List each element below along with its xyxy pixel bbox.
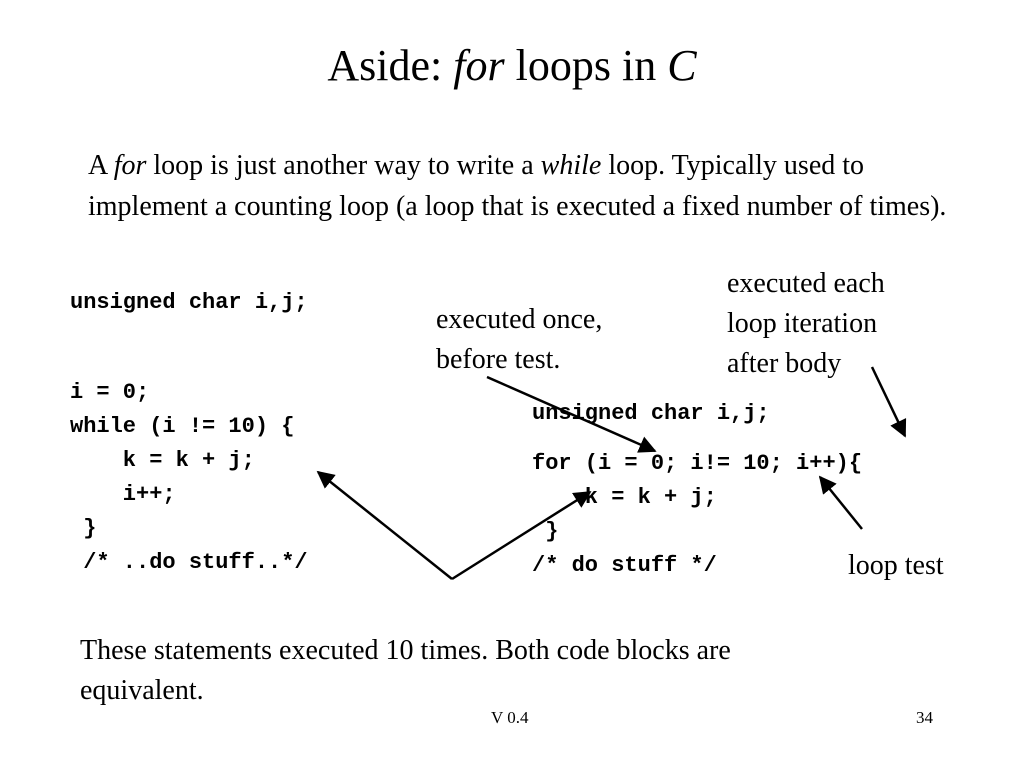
title-italic-c: C xyxy=(667,41,697,90)
right-code-declaration: unsigned char i,j; xyxy=(532,401,770,426)
left-code-line: i++; xyxy=(70,482,176,507)
left-code-line: i = 0; xyxy=(70,380,150,405)
title-italic-for: for xyxy=(453,41,505,90)
title-prefix: Aside: xyxy=(327,41,454,90)
annotation-line: executed once, xyxy=(436,304,603,335)
intro-italic-while: while xyxy=(540,150,602,181)
annotation-loop-test: loop test xyxy=(848,550,944,581)
right-code-line: for (i = 0; i!= 10; i++){ xyxy=(532,451,863,476)
intro-italic-for: for xyxy=(113,150,147,181)
annotation-line: loop iteration xyxy=(727,308,878,339)
left-code-line: while (i != 10) { xyxy=(70,414,295,439)
arrow-loop-test xyxy=(820,477,862,529)
arrow-executed-each xyxy=(872,367,905,436)
intro-part1: A xyxy=(88,150,114,181)
arrow-to-right-body xyxy=(452,492,590,579)
arrow-to-left-body xyxy=(318,472,452,579)
right-code-line: k = k + j; xyxy=(532,485,717,510)
annotation-line: after body xyxy=(727,348,842,379)
footer-version: V 0.4 xyxy=(491,708,529,727)
intro-part3: loop. Typically used to implement a counting loop (a loop that is executed a fixed number of times). xyxy=(88,150,947,222)
right-code-line: /* do stuff */ xyxy=(532,553,717,578)
arrow-executed-once xyxy=(487,377,655,451)
left-code-declaration: unsigned char i,j; xyxy=(70,290,308,315)
annotation-line: before test. xyxy=(436,344,561,375)
page-number: 34 xyxy=(916,708,933,727)
annotation-line: executed each xyxy=(727,268,885,299)
left-code-line: k = k + j; xyxy=(70,448,255,473)
left-code-line: /* ..do stuff..*/ xyxy=(70,550,308,575)
title-middle: loops in xyxy=(504,41,668,90)
summary-text: These statements executed 10 times. Both code blocks are equivalent. xyxy=(80,635,731,706)
intro-part2: loop is just another way to write a xyxy=(146,150,541,181)
right-code-line: } xyxy=(532,519,559,544)
left-code-line: } xyxy=(70,516,97,541)
